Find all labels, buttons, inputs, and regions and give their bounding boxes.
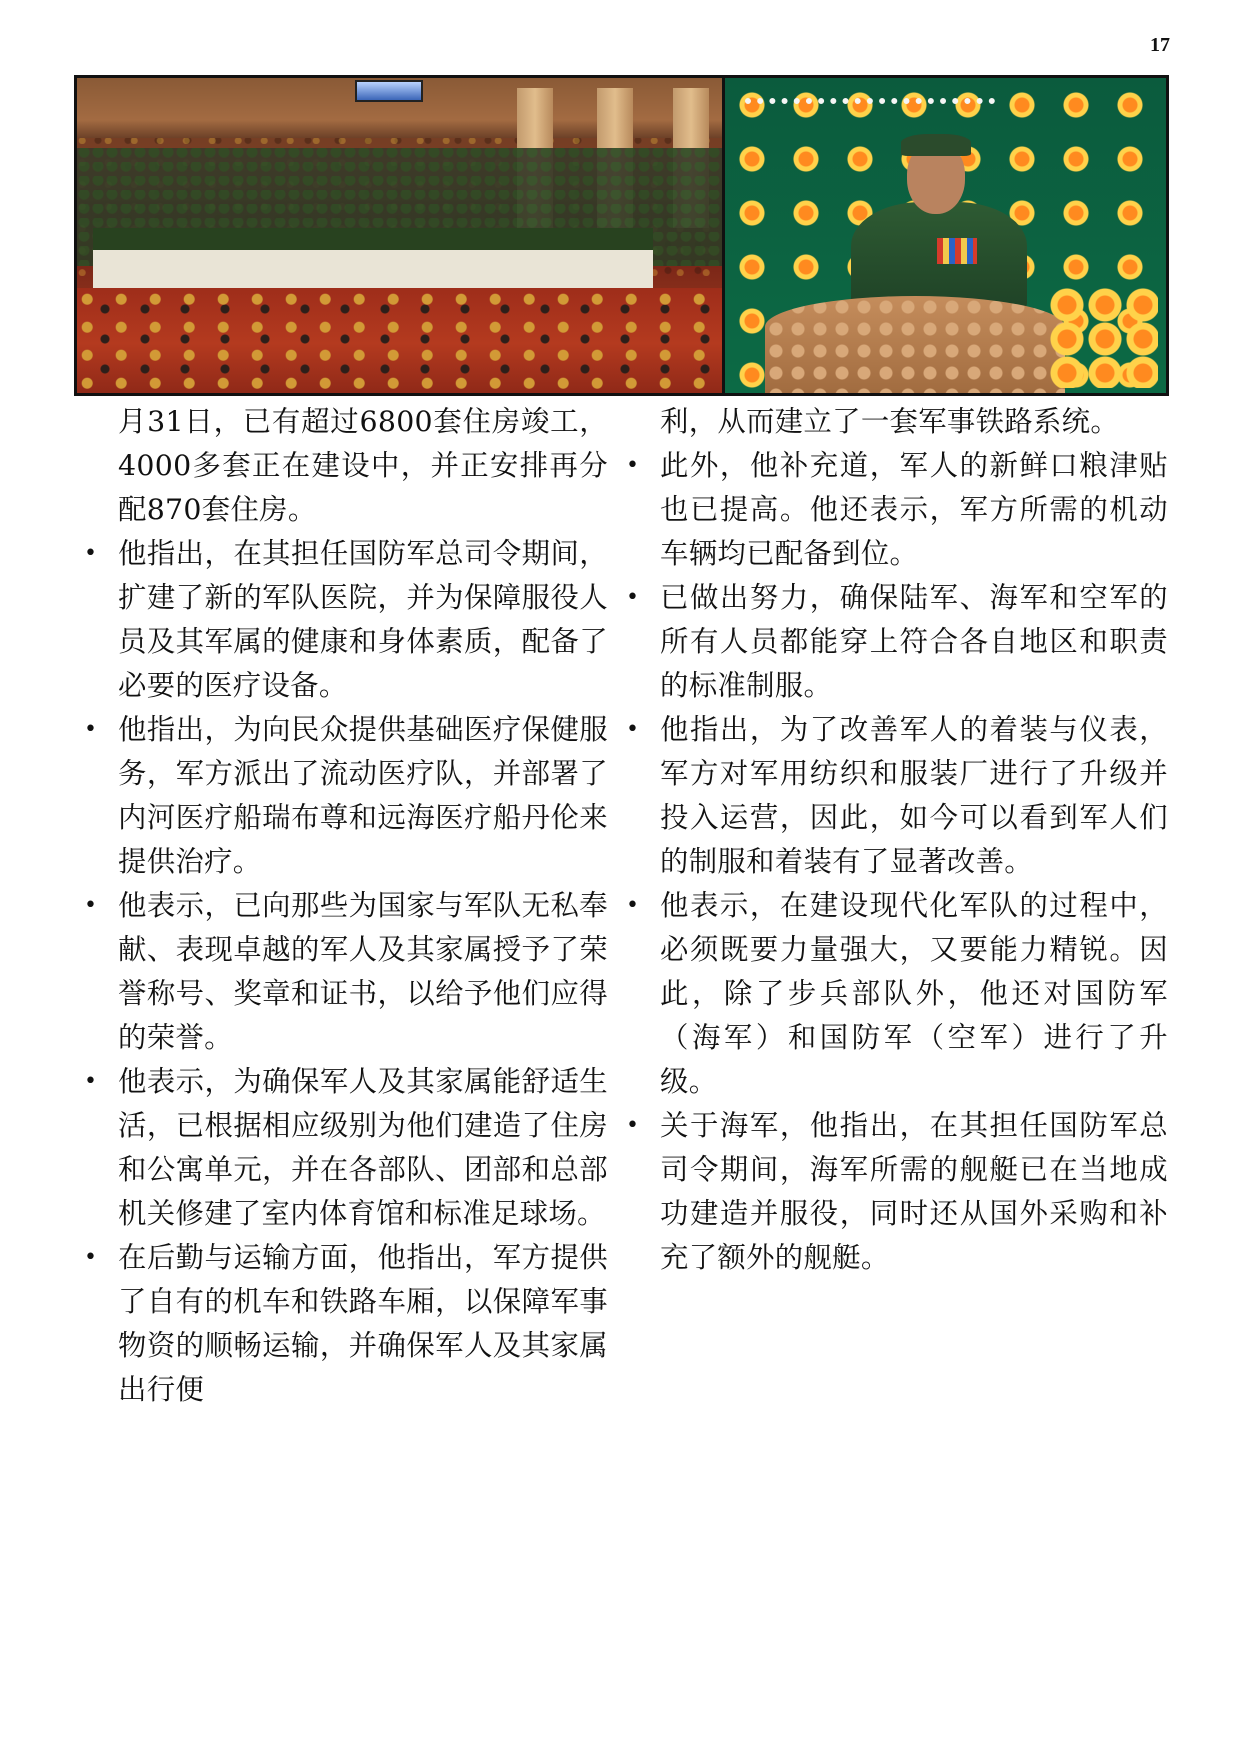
left-column xyxy=(118,400,608,1412)
medal-ribbons xyxy=(937,238,977,264)
patterned-carpet xyxy=(77,288,722,393)
bullet-item: • 在后勤与运输方面，他指出，军方提供了自有的机车和铁路车厢，以保障军事物资的顺畅运输，并确保军人及其家属出行便 xyxy=(118,1236,608,1412)
bullet-item: • 他指出，为了改善军人的着装与仪表，军方对军用纺织和服装厂进行了升级并投入运营，因此，如今可以看到军人们的制服和着装有了显著改善。 xyxy=(660,708,1168,884)
paragraph: 月31日，已有超过6800套住房竣工，4000多套正在建设中，并正安排再分配870套住房。 xyxy=(118,405,608,526)
paragraph: 利，从而建立了一套军事铁路系统。 xyxy=(660,405,1120,438)
speaker-photo xyxy=(725,78,1166,393)
bullet-item: • 他表示，在建设现代化军队的过程中，必须既要力量强大，又要能力精锐。因此，除了步兵部队外，他还对国防军（海军）和国防军（空军）进行了升级。 xyxy=(660,884,1168,1104)
right-column xyxy=(660,400,1168,1412)
speaker-hair xyxy=(901,134,971,156)
bullet-item: • 他指出，在其担任国防军总司令期间，扩建了新的军队医院，并为保障服役人员及其军属的健康和身体素质，配备了必要的医疗设备。 xyxy=(118,532,608,708)
auditorium-screen xyxy=(355,80,423,102)
backdrop-lettering xyxy=(745,78,995,104)
floral-decoration xyxy=(1048,288,1158,388)
bullet-item: • 他指出，为向民众提供基础医疗保健服务，军方派出了流动医疗队，并部署了内河医疗船瑞布尊和远海医疗船丹伦来提供治疗。 xyxy=(118,708,608,884)
article-body xyxy=(118,400,1168,1412)
page-number: 17 xyxy=(1150,34,1170,56)
bullet-item: • 已做出努力，确保陆军、海军和空军的所有人员都能穿上符合各自地区和职责的标准制服。 xyxy=(660,576,1168,708)
carved-podium xyxy=(765,296,1065,393)
bullet-item: • 此外，他补充道，军人的新鲜口粮津贴也已提高。他还表示，军方所需的机动车辆均已配备到位。 xyxy=(660,444,1168,576)
bullet-item: • 关于海军，他指出，在其担任国防军总司令期间，海军所需的舰艇已在当地成功建造并服役，同时还从国外采购和补充了额外的舰艇。 xyxy=(660,1104,1168,1280)
bullet-item: • 他表示，已向那些为国家与军队无私奉献、表现卓越的军人及其家属授予了荣誉称号、奖章和证书，以给予他们应得的荣誉。 xyxy=(118,884,608,1060)
photo-strip xyxy=(74,75,1169,396)
audience-photo xyxy=(77,78,722,393)
bullet-item: • 他表示，为确保军人及其家属能舒适生活，已根据相应级别为他们建造了住房和公寓单元，并在各部队、团部和总部机关修建了室内体育馆和标准足球场。 xyxy=(118,1060,608,1236)
